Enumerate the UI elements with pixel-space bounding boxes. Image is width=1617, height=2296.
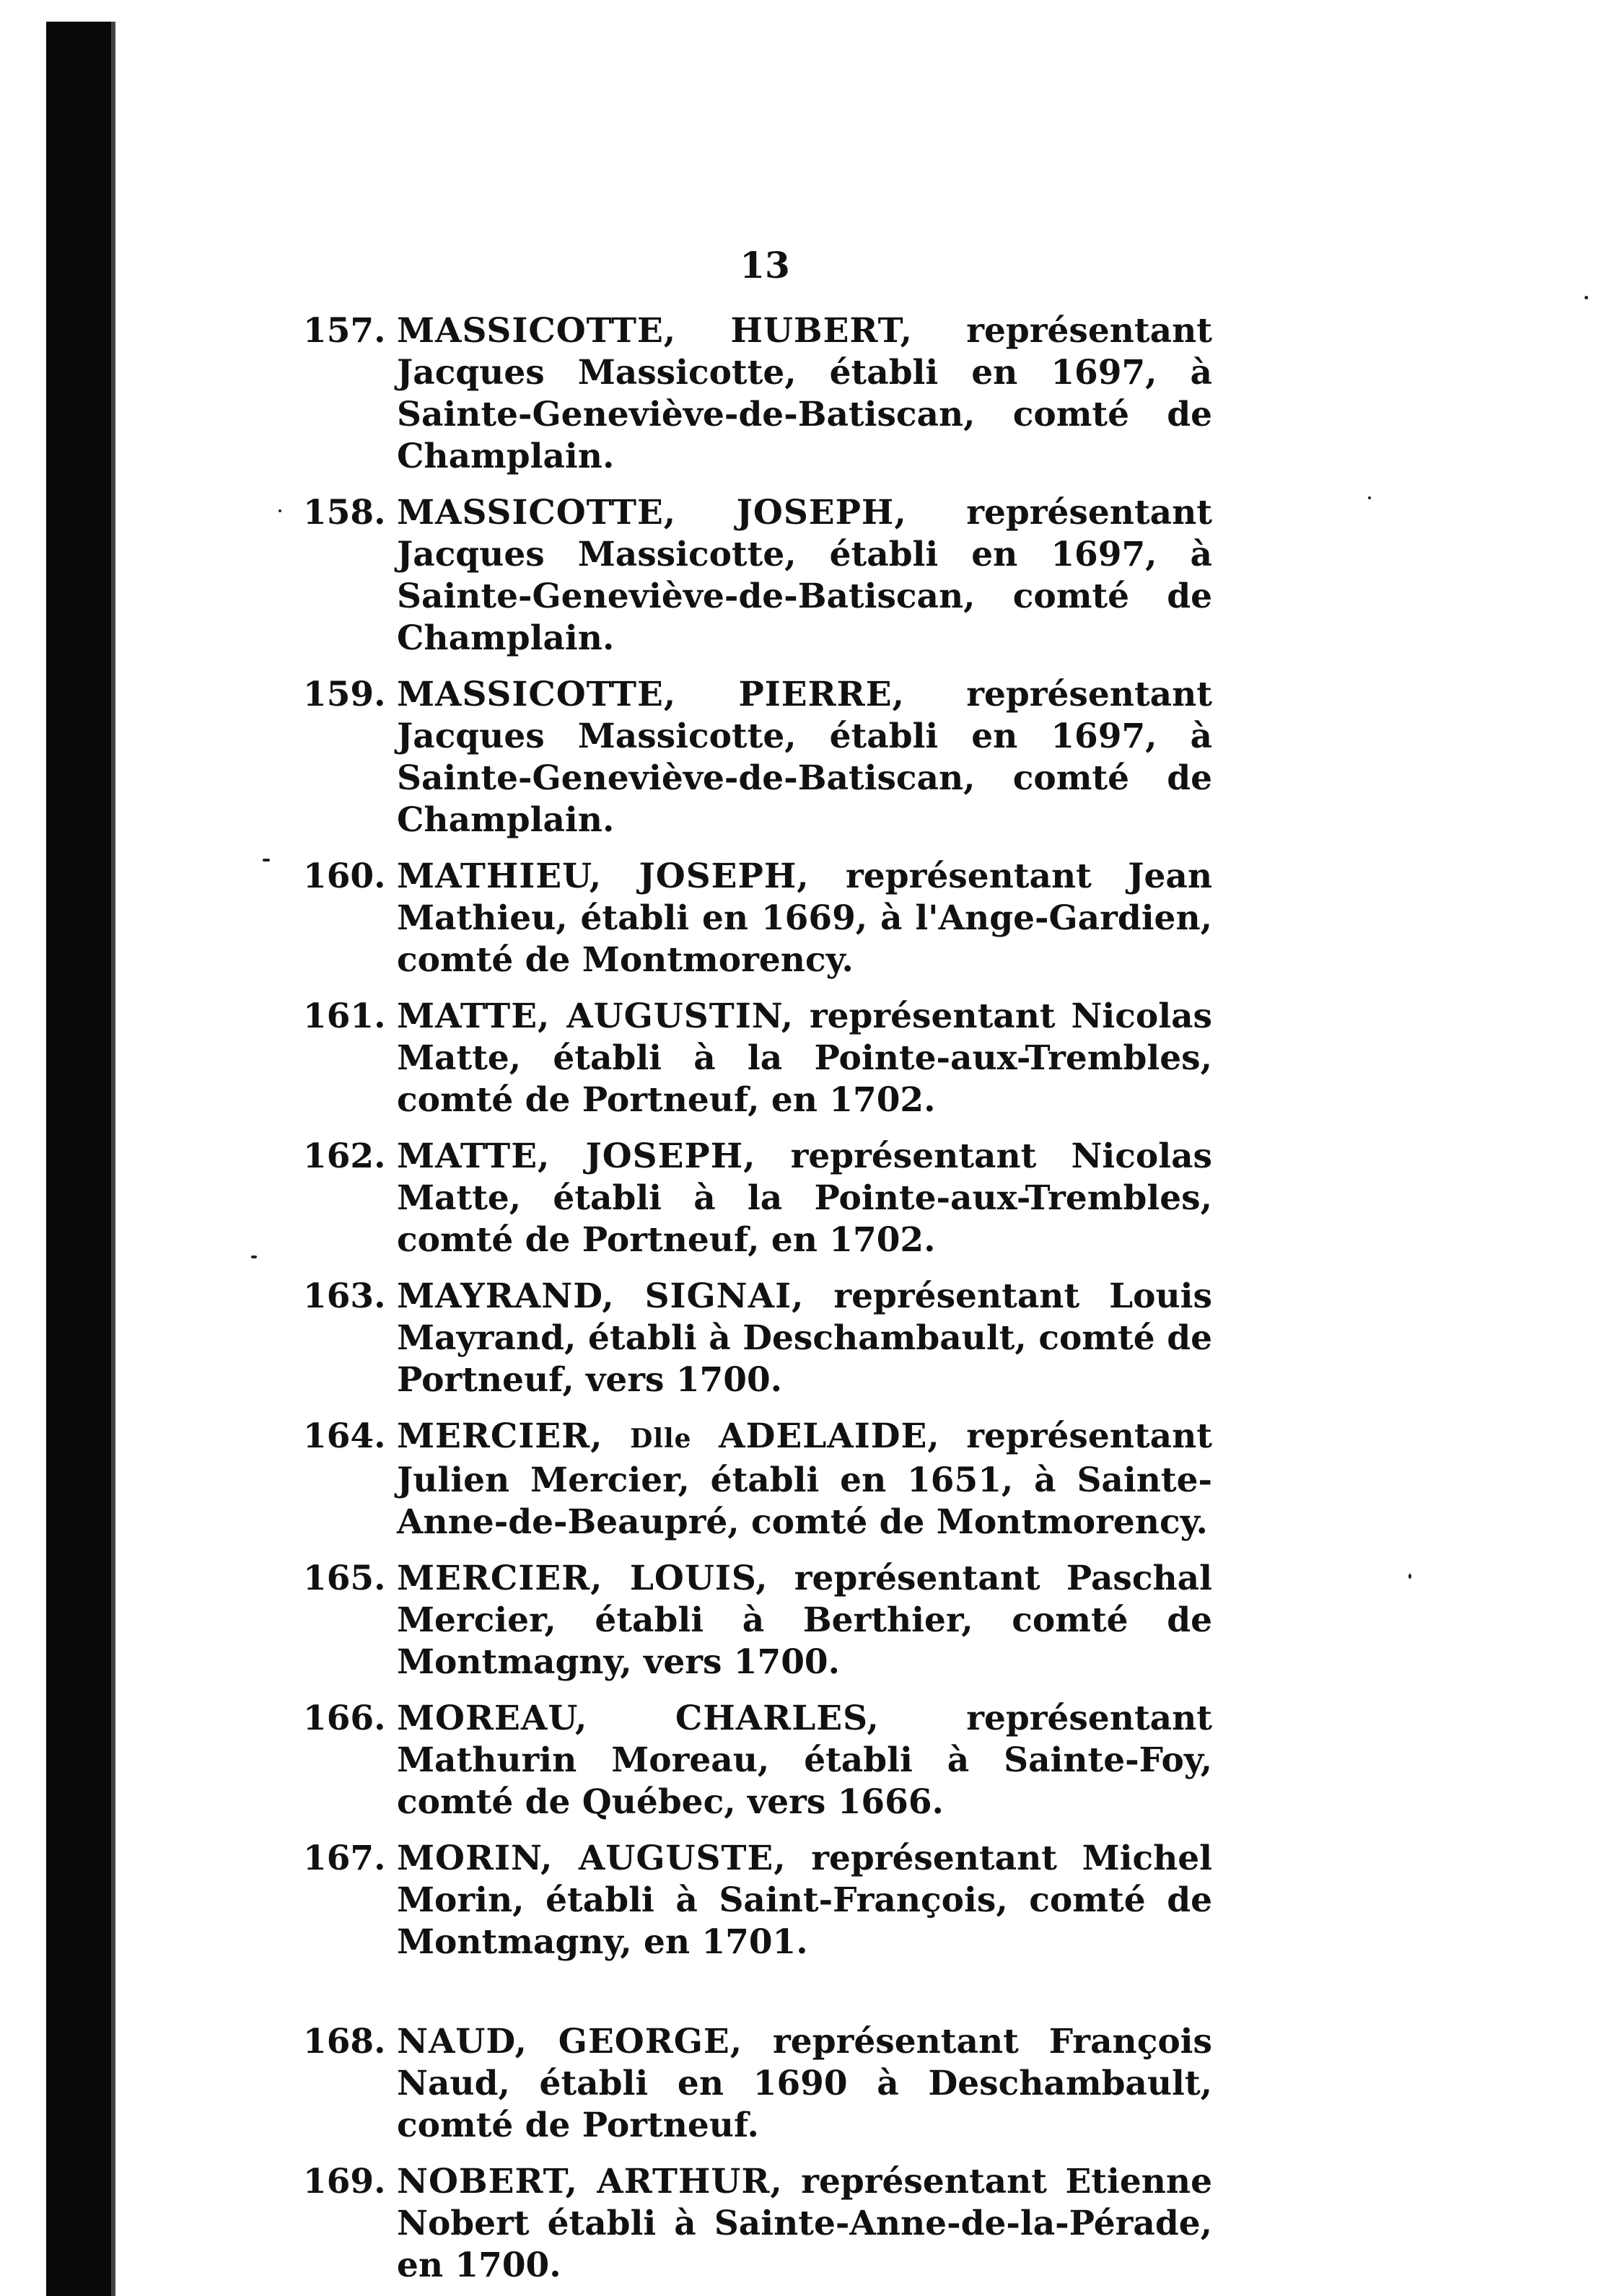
list-item xyxy=(303,856,1212,981)
entry-number: 161. xyxy=(303,996,386,1036)
entry-list xyxy=(303,310,1212,2296)
entry-name: MASSICOTTE, PIERRE, xyxy=(397,675,905,714)
entry-name: MOREAU, CHARLES, xyxy=(397,1699,880,1738)
list-item xyxy=(303,674,1212,841)
entry-name: MATHIEU, JOSEPH, xyxy=(397,856,810,896)
entry-text: représentant Jacques Massicotte, établi en 1697, à Sainte-Geneviève-de-Batiscan, comté de Champlain. xyxy=(397,311,1212,476)
entry-name: MASSICOTTE, HUBERT, xyxy=(397,311,913,351)
print-speck xyxy=(1408,1574,1411,1579)
entry-text: représentant Mathurin Moreau, établi à Sainte-Foy, comté de Québec, vers 1666. xyxy=(397,1699,1212,1822)
list-item xyxy=(303,310,1212,478)
entry-text: représentant Etienne Nobert établi à Sainte-Anne-de-la-Pérade, en 1700. xyxy=(397,2162,1212,2285)
entry-name: MASSICOTTE, JOSEPH, xyxy=(397,493,907,533)
entry-number: 160. xyxy=(303,856,386,896)
entry-number: 164. xyxy=(303,1416,386,1456)
entry-name: MORIN, AUGUSTE, xyxy=(397,1839,786,1878)
entry-number: 158. xyxy=(303,493,386,533)
list-item xyxy=(303,996,1212,1121)
entry-number: 163. xyxy=(303,1276,386,1316)
entry-text: représentant Nicolas Matte, établi à la Pointe-aux-Trembles, comté de Portneuf, en 1702. xyxy=(397,1136,1212,1260)
print-speck xyxy=(1585,296,1588,299)
entry-name: MAYRAND, SIGNAI, xyxy=(397,1276,805,1316)
entry-name-given: ADELAIDE, xyxy=(691,1416,940,1456)
entry-text: représentant Nicolas Matte, établi à la Pointe-aux-Trembles, comté de Portneuf, en 1702. xyxy=(397,996,1212,1120)
entry-name: NAUD, GEORGE, xyxy=(397,2022,743,2061)
entry-number: 157. xyxy=(303,311,386,351)
entry-name: MATTE, JOSEPH, xyxy=(397,1136,756,1176)
list-item xyxy=(303,1276,1212,1401)
entry-name: MATTE, AUGUSTIN, xyxy=(397,996,794,1036)
entry-number: 169. xyxy=(303,2162,386,2201)
binding-edge xyxy=(46,22,111,2296)
entry-name xyxy=(397,1416,940,1456)
entry-text: représentant Paschal Mercier, établi à Berthier, comté de Montmagny, vers 1700. xyxy=(397,1559,1212,1682)
page-number: 13 xyxy=(740,244,790,286)
list-item xyxy=(303,1698,1212,1823)
list-item xyxy=(303,2161,1212,2287)
entry-number: 166. xyxy=(303,1699,386,1738)
list-item xyxy=(303,492,1212,660)
entry-number: 159. xyxy=(303,675,386,714)
list-item xyxy=(303,1558,1212,1683)
entry-number: 162. xyxy=(303,1136,386,1176)
print-speck xyxy=(251,1256,257,1258)
entry-text: représentant Louis Mayrand, établi à Deschambault, comté de Portneuf, vers 1700. xyxy=(397,1276,1212,1400)
entry-text: représentant Jean Mathieu, établi en 1669, à l'Ange-Gardien, comté de Montmorency. xyxy=(397,856,1212,980)
list-item xyxy=(303,1838,1212,1963)
list-item xyxy=(303,1136,1212,1261)
print-speck xyxy=(263,859,270,862)
print-speck xyxy=(1368,496,1371,499)
entry-name-surname: MERCIER, xyxy=(397,1416,631,1456)
entry-text: représentant François Naud, établi en 1690 à Deschambault, comté de Portneuf. xyxy=(397,2022,1212,2145)
entry-text: représentant Julien Mercier, établi en 1651, à Sainte-Anne-de-Beaupré, comté de Montmorency. xyxy=(397,1416,1212,1542)
entry-number: 165. xyxy=(303,1559,386,1598)
entry-name-title: Dlle xyxy=(630,1424,692,1454)
print-speck xyxy=(279,509,281,512)
list-item xyxy=(303,2021,1212,2147)
entry-name: NOBERT, ARTHUR, xyxy=(397,2162,783,2201)
entry-number: 168. xyxy=(303,2022,386,2061)
entry-number: 167. xyxy=(303,1839,386,1878)
entry-text: représentant Michel Morin, établi à Saint-François, comté de Montmagny, en 1701. xyxy=(397,1839,1212,1962)
entry-text: représentant Jacques Massicotte, établi en 1697, à Sainte-Geneviève-de-Batiscan, comté de Champlain. xyxy=(397,675,1212,840)
list-item xyxy=(303,1416,1212,1543)
entry-name: MERCIER, LOUIS, xyxy=(397,1559,768,1598)
entry-text: représentant Jacques Massicotte, établi en 1697, à Sainte-Geneviève-de-Batiscan, comté de Champlain. xyxy=(397,493,1212,658)
